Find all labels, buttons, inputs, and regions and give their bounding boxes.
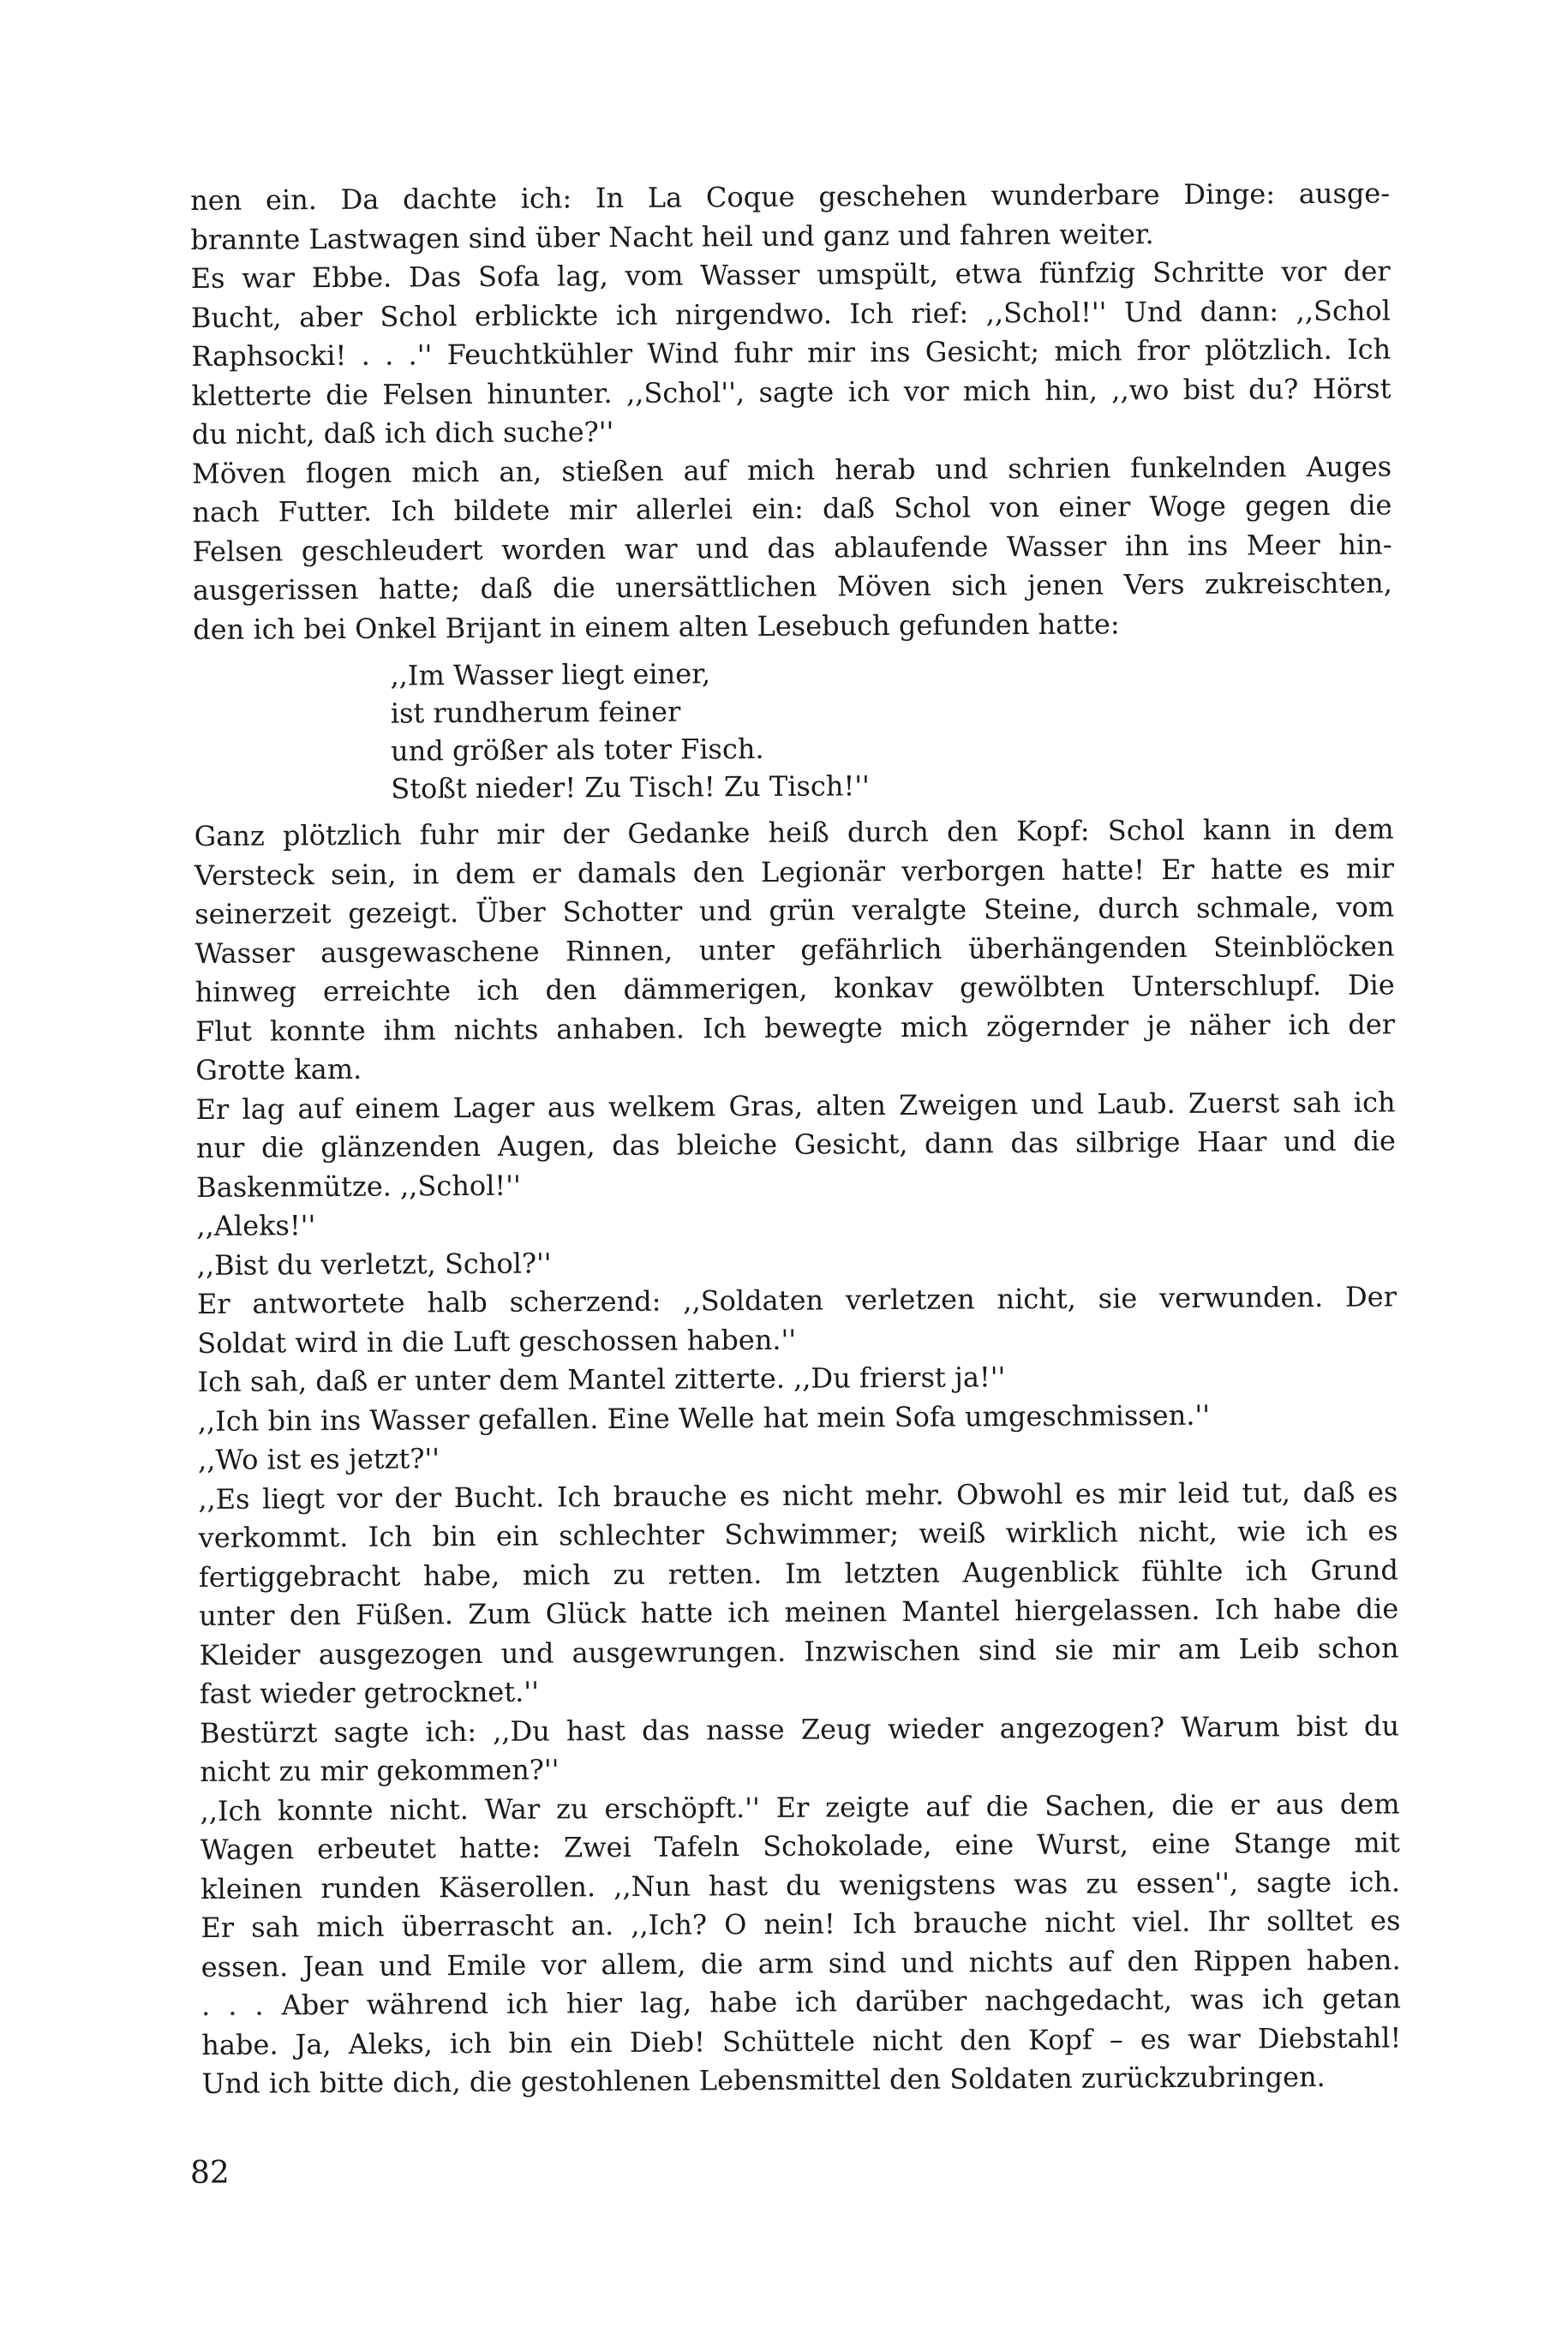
text-line: nen ein. Da dachte ich: In La Coque geschehen wunderbare Dinge: ausge-	[190, 176, 1391, 217]
text-line: ,,Bist du verletzt, Schol?''	[196, 1246, 552, 1282]
text-line: ,,Aleks!''	[196, 1209, 316, 1242]
text-line: den ich bei Onkel Brijant in einem alten Lesebuch gefunden hatte:	[193, 607, 1120, 646]
text-line: nur die glänzenden Augen, das bleiche Gesicht, dann das silbrige Haar und die	[195, 1124, 1396, 1164]
text-line: Und ich bitte dich, die gestohlenen Lebensmittel den Soldaten zurückzubringen.	[201, 2060, 1326, 2100]
text-line: seinerzeit gezeigt. Über Schotter und grün veralgte Steine, durch schmale, vom	[195, 890, 1395, 930]
text-line: Soldat wird in die Luft geschossen haben.''	[197, 1323, 797, 1360]
text-line: Kleider ausgezogen und ausgewrungen. Inzwischen sind sie mir am Leib schon	[199, 1630, 1399, 1672]
text-line: fast wieder getrocknet.''	[199, 1675, 540, 1710]
text-line: du nicht, daß ich dich suche?''	[191, 415, 614, 451]
text-line: kleinen runden Käserollen. ,,Nun hast du wenigstens was zu essen'', sagte ich.	[200, 1864, 1401, 1905]
text-line: unter den Füßen. Zum Glück hatte ich meinen Mantel hiergelassen. Ich habe die	[199, 1592, 1399, 1632]
text-line: . . . Aber während ich hier lag, habe ich darüber nachgedacht, was ich getan	[200, 1982, 1402, 2022]
text-line: Ich sah, daß er unter dem Mantel zitterte. ,,Du frierst ja!''	[197, 1361, 1006, 1398]
body-text	[190, 174, 1402, 2103]
page-number: 82	[190, 2156, 230, 2191]
text-line: Baskenmütze. ,,Schol!''	[196, 1169, 521, 1204]
text-line: nach Futter. Ich bildete mir allerlei ein: daß Schol von einer Woge gegen die	[192, 488, 1392, 529]
text-line: Wasser ausgewaschene Rinnen, unter gefährlich überhängenden Steinblöcken	[195, 929, 1395, 970]
text-line: Bestürzt sagte ich: ,,Du hast das nasse Zeug wieder angezogen? Warum bist du	[199, 1708, 1400, 1750]
text-line: ,,Ich bin ins Wasser gefallen. Eine Welle hat mein Sofa umgeschmissen.''	[197, 1398, 1211, 1438]
text-line: Felsen geschleudert worden war und das ablaufende Wasser ihn ins Meer hin-	[192, 527, 1392, 568]
text-line: ,,Ich konnte nicht. War zu erschöpft.'' Er zeigte auf die Sachen, die er aus dem	[200, 1786, 1400, 1828]
text-line: Er antwortete halb scherzend: ,,Soldaten verletzen nicht, sie verwunden. Der	[196, 1280, 1397, 1320]
text-line: Er sah mich überrascht an. ,,Ich? O nein! Ich brauche nicht viel. Ihr solltet es	[200, 1904, 1401, 1944]
text-line: ,,Wo ist es jetzt?''	[197, 1442, 440, 1476]
text-line: Ganz plötzlich fuhr mir der Gedanke heiß durch den Kopf: Schol kann in dem	[194, 812, 1394, 852]
text-line: habe. Ja, Aleks, ich bin ein Dieb! Schüttele nicht den Kopf – es war Diebstahl!	[201, 2020, 1402, 2061]
verse-line: und größer als toter Fisch.	[390, 732, 764, 768]
text-line: Versteck sein, in dem er damals den Legionär verborgen hatte! Er hatte es mir	[194, 851, 1395, 892]
verse-line: Stoßt nieder! Zu Tisch! Zu Tisch!''	[391, 769, 871, 805]
text-line: nicht zu mir gekommen?''	[200, 1753, 560, 1788]
text-line: fertiggebracht habe, mich zu retten. Im letzten Augenblick fühlte ich Grund	[198, 1552, 1399, 1594]
text-line: Flut konnte ihm nichts anhaben. Ich bewegte mich zögernder je näher ich der	[195, 1007, 1396, 1048]
text-line: essen. Jean und Emile vor allem, die arm sind und nichts auf den Rippen haben.	[200, 1942, 1401, 1983]
text-line: Raphsocki! . . .'' Feuchtkühler Wind fuhr mir ins Gesicht; mich fror plötzlich. Ich	[191, 332, 1391, 373]
text-line: Es war Ebbe. Das Sofa lag, vom Wasser umspült, etwa fünfzig Schritte vor der	[190, 254, 1391, 295]
text-line: Grotte kam.	[195, 1052, 362, 1086]
text-line: ausgerissen hatte; daß die unersättlichen Möven sich jenen Vers zukreischten,	[192, 566, 1393, 607]
verse-line: ,,Im Wasser liegt einer,	[390, 657, 711, 692]
text-line: Möven flogen mich an, stießen auf mich herab und schrien funkelnden Auges	[191, 449, 1392, 490]
text-line: brannte Lastwagen sind über Nacht heil und ganz und fahren weiter.	[190, 217, 1154, 256]
text-line: verkommt. Ich bin ein schlechter Schwimmer; weiß wirklich nicht, wie ich es	[198, 1514, 1398, 1554]
text-line: hinweg erreichte ich den dämmerigen, konkav gewölbten Unterschlupf. Die	[195, 968, 1395, 1008]
text-line: Er lag auf einem Lager aus welkem Gras, alten Zweigen und Laub. Zuerst sah ich	[195, 1085, 1396, 1126]
text-line: kletterte die Felsen hinunter. ,,Schol'', sagte ich vor mich hin, ,,wo bist du? Hörst	[191, 371, 1391, 412]
text-line: ,,Es liegt vor der Bucht. Ich brauche es nicht mehr. Obwohl es mir leid tut, daß es	[198, 1475, 1398, 1516]
text-line: Bucht, aber Schol erblickte ich nirgendwo. Ich rief: ,,Schol!'' Und dann: ,,Schol	[190, 293, 1391, 334]
text-line: Wagen erbeutet hatte: Zwei Tafeln Schokolade, eine Wurst, eine Stange mit	[200, 1826, 1400, 1866]
verse-quote	[390, 650, 1393, 807]
verse-line: ist rundherum feiner	[390, 695, 681, 730]
